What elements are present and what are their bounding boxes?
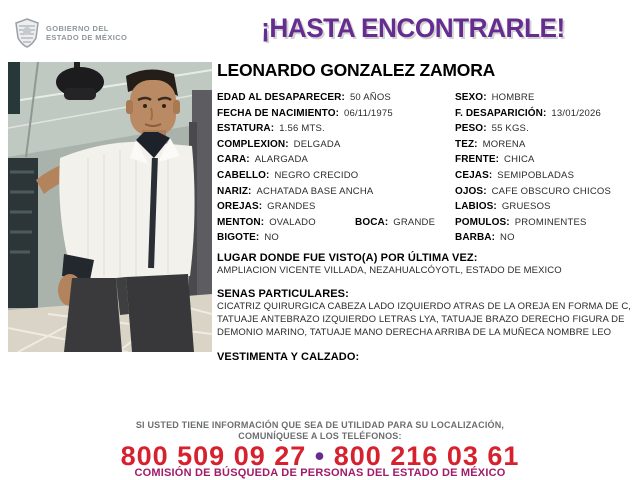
field-label: ESTATURA: [217,123,275,135]
field-value: GRUESOS [501,201,551,213]
person-name: LEONARDO GONZALEZ ZAMORA [217,60,496,80]
table-row [217,170,635,186]
field-label: SEXO: [455,92,487,103]
field-label: NARIZ: [217,185,252,197]
field-label: POMULOS: [455,216,510,228]
field-value: 13/01/2026 [551,107,601,119]
clothing-section [217,351,635,363]
field-label: F. DESAPARICIÓN: [455,107,547,119]
phone-number-1: 800 509 09 27 [120,441,307,471]
person-info [217,60,635,363]
field-value: PROMINENTES [514,216,587,228]
field-value: NO [500,232,515,244]
contact-instructions [0,420,640,442]
field-label: OJOS: [455,185,487,197]
search-commission-name: COMISIÓN DE BÚSQUEDA DE PERSONAS DEL ESTADO DE MÉXICO [134,467,506,479]
particular-signs-section [217,288,635,339]
particular-signs-label: SENAS PARTICULARES: [217,287,349,300]
field-label: FECHA DE NACIMIENTO: [217,107,339,119]
phone-separator-dot: • [306,441,334,471]
missing-person-photo [8,62,212,352]
poster-title: ¡HASTA ENCONTRARLE! [261,13,565,43]
field-label: CABELLO: [217,169,270,181]
field-label: PESO: [455,123,487,135]
field-label: COMPLEXION: [217,138,289,150]
field-label: EDAD AL DESAPARECER: [217,92,345,103]
gov-line1: GOBIERNO DEL [46,24,109,33]
field-label: CARA: [217,154,250,166]
table-row [217,139,635,155]
field-label: BARBA: [455,232,496,244]
field-value: MORENA [482,138,526,150]
table-row [217,232,635,248]
table-row [217,92,635,108]
field-value: ALARGADA [254,154,309,166]
last-seen-section [217,252,635,277]
table-row [217,201,635,217]
field-label: TEZ: [455,138,478,150]
contact-line2: COMUNÍQUESE A LOS TELÉFONOS: [238,431,402,441]
field-value: 55 KGS. [491,123,529,135]
field-label: BIGOTE: [217,232,260,244]
field-label: LABIOS: [455,201,497,213]
last-seen-label: LUGAR DONDE FUE VISTO(A) POR ÚLTIMA VEZ: [217,251,478,264]
photo-illustration [8,62,212,352]
field-label: BOCA: [355,216,389,228]
field-label: CEJAS: [455,169,493,181]
field-value: 50 AÑOS [349,92,391,103]
field-value: DELGADA [293,138,341,150]
field-value: GRANDES [267,201,316,213]
field-value: 06/11/1975 [344,107,393,119]
field-value: OVALADO [269,216,316,228]
field-value: SEMIPOBLADAS [497,169,575,181]
field-label: OREJAS: [217,201,263,213]
particular-signs-value: CICATRIZ QUIRURGICA CABEZA LADO IZQUIERDO ATRAS DE LA OREJA EN FORMA DE C, TATUAJE ANTEBRAZO IZQUIERDO LETRAS LYA, TATUAJE BRAZO DERECHO FIGURA DE DEMONIO MARINO, TATUAJE MANO DERECHA ARRIBA DE LA MUÑECA NOMBRE LEO [217,300,632,338]
field-value: GRANDE [393,216,436,228]
table-row [217,123,635,139]
field-value: HOMBRE [491,92,535,103]
attribute-table [217,92,635,248]
table-row [217,154,635,170]
government-logo [14,18,127,48]
field-value: NO [264,232,280,244]
clothing-label: VESTIMENTA Y CALZADO: [217,350,360,363]
gov-line2: ESTADO DE MÉXICO [46,33,128,42]
last-seen-value: AMPLIACION VICENTE VILLADA, NEZAHUALCÓYOTL, ESTADO DE MEXICO [217,264,562,276]
table-row [217,217,635,233]
field-value: 1.56 MTS. [279,123,325,135]
field-value: ACHATADA BASE ANCHA [256,185,374,197]
shield-icon [14,18,40,48]
field-label: MENTON: [217,216,265,228]
field-label: FRENTE: [455,154,500,166]
phone-number-2: 800 216 03 61 [333,441,520,471]
government-name [46,24,127,42]
table-row [217,186,635,202]
field-value: CAFE OBSCURO CHICOS [491,185,612,197]
contact-line1: SI USTED TIENE INFORMACIÓN QUE SEA DE UTILIDAD PARA SU LOCALIZACIÓN, [135,420,505,430]
field-value: NEGRO CRECIDO [274,169,359,181]
field-value: CHICA [504,154,535,166]
table-row [217,108,635,124]
